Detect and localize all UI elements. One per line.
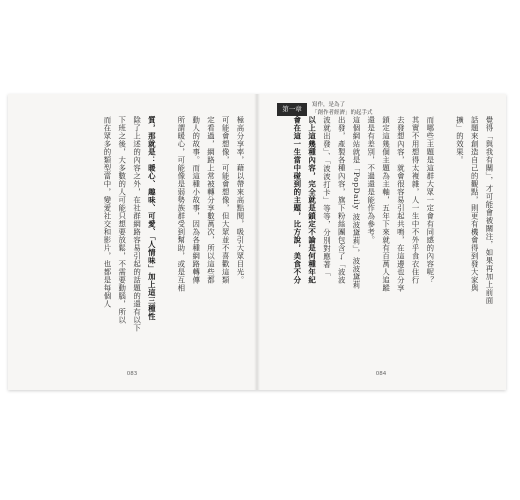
text-column: 質，那就是：暖心、趣味、可愛、「人情味」加上這三種性	[147, 116, 157, 321]
text-column: 極高分享率，藉以帶來高點閱，吸引大眾目光。	[236, 116, 245, 284]
left-page	[8, 94, 257, 390]
text-column: 動人的故事。而這種小故事，因為各種網路轉傳	[191, 116, 201, 284]
right-text-block	[271, 116, 493, 356]
text-column: 去發想內容，就會很容易引起共鳴，在這邊也分享	[396, 116, 406, 292]
text-column	[439, 116, 448, 356]
chapter-tag: 第一章	[277, 103, 307, 116]
text-column: 話題來創造自己的觀點，則更有機會得到發大家與	[470, 116, 480, 292]
text-column: 除了上述的內容之外，在社群網路容易引起的話題的還有以下	[132, 116, 142, 332]
text-column: 這個網站就是「PopDaily 波波黛莉」，波波黛莉	[351, 116, 361, 290]
text-column: 其實不用想得太複雜，人一生中不外乎食衣住行	[411, 116, 421, 284]
chapter-title-line-2: 「創作者經濟」的起手式	[312, 110, 373, 116]
text-column: 會在這一生當中碰到的主題，比方說，美食不分	[292, 116, 302, 284]
page-number-left: 083	[126, 371, 138, 377]
text-column: 所謂暖心，可能像是弱勢族群受到幫助，或是互相	[176, 116, 186, 292]
text-column: 可能會想像，可能會想像，但大眾並不喜歡這類	[221, 116, 231, 284]
text-column: 出發，產製各種內容，旗下粉絲團包含了「波波	[337, 116, 347, 284]
book-spread	[8, 94, 506, 390]
text-column	[161, 116, 170, 356]
chapter-title-line-1: 寫作，是為了	[312, 102, 346, 108]
text-column: 擴」的效果。	[455, 116, 465, 164]
text-column: 波就出發」、「波波打卡」等等，分別對應著「	[322, 116, 332, 277]
text-column: 而在眾多的類型當中，變愛社交和影片，也都是每個人	[102, 116, 112, 308]
page-number-right: 084	[375, 371, 387, 377]
text-column: 鎖定這幾個主題為主軸，五年下來就有百萬人追蹤	[381, 116, 391, 292]
text-column: 下班之後，大多數的人可能只想要放鬆，不需要動腦，所以	[117, 116, 127, 324]
chapter-title	[312, 101, 373, 117]
text-column: 覺得「與我有關」，才可能會被關注，如果再加上前面	[485, 116, 494, 305]
text-column: 以上這幾種內容，完全就是鎖定不論是何種年紀	[307, 116, 317, 284]
text-column: 而哪些主題是這群大眾一定會有同感的內容呢？	[425, 116, 435, 284]
text-column: 定看過，網路上常被轉分享數萬次，所以這些都	[206, 116, 216, 284]
right-page	[257, 94, 506, 390]
text-column: 還是有差別，不過還是能作為參考。	[366, 116, 376, 244]
left-text-block	[74, 116, 244, 356]
